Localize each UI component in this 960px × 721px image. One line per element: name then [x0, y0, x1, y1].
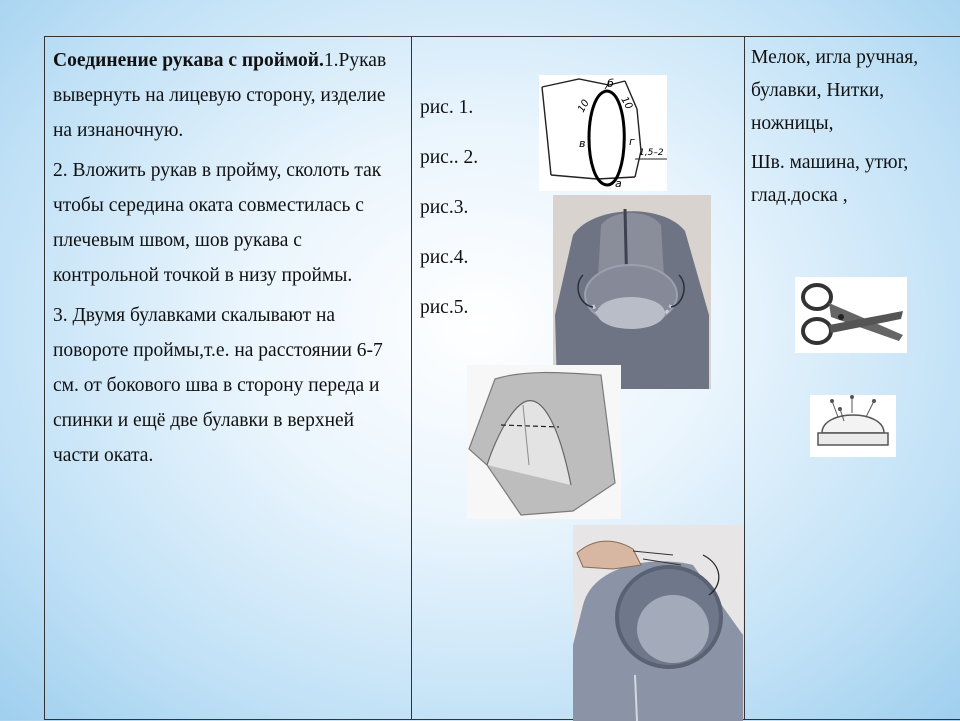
- figures-cell: [412, 37, 745, 720]
- figure-label-3: рис.3.: [420, 183, 478, 233]
- figure-labels: [420, 83, 478, 333]
- figure-label-5: рис.5.: [420, 283, 478, 333]
- figure-label-2: рис.. 2.: [420, 133, 478, 183]
- slide-frame-left: [0, 0, 42, 720]
- diagram-mark-a: а: [615, 177, 622, 190]
- instructions-cell: [45, 37, 412, 720]
- armhole-diagram-figure: [539, 75, 667, 191]
- tools-hand: Мелок, игла ручная, булавки, Нитки, ножницы,: [751, 41, 957, 140]
- sleeve-cap-sketch: [467, 365, 621, 519]
- diagram-mark-v: в: [579, 137, 585, 150]
- lesson-table: [44, 36, 960, 720]
- step-3: 3. Двумя булавками скалывают на повороте проймы,т.е. на расстоянии 6-7 см. от бокового шва в сторону переда и спинки и ещё две булавки в верхней части оката.: [53, 298, 403, 473]
- figure-label-1: рис. 1.: [420, 83, 478, 133]
- diagram-mark-b: б: [607, 77, 614, 90]
- step-2: 2. Вложить рукав в пройму, сколоть так чтобы середина оката совместилась с плечевым швом, шов рукава с контрольной точкой в низу проймы.: [53, 153, 403, 293]
- tools-cell: [745, 37, 960, 720]
- scissors-icon: [795, 277, 907, 353]
- figure-label-4: рис.4.: [420, 233, 478, 283]
- step-1-text: 1.Рукав вывернуть на лицевую сторону, изделие на изнаночную.: [53, 50, 386, 141]
- sleeve-pinned-photo: [553, 195, 711, 389]
- step-1-title: Соединение рукава с проймой.: [53, 50, 324, 71]
- diagram-mark-10-left: 10: [576, 98, 592, 115]
- diagram-mark-10-right: 10: [618, 95, 634, 112]
- diagram-mark-g: г: [629, 135, 635, 148]
- hand-pinning-photo: [573, 525, 743, 721]
- diagram-mark-dimension: 1,5–2: [639, 148, 664, 158]
- tools-machine: Шв. машина, утюг, глад.доска ,: [751, 146, 957, 212]
- pin-cushion-icon: [810, 395, 896, 457]
- step-1: [53, 43, 403, 148]
